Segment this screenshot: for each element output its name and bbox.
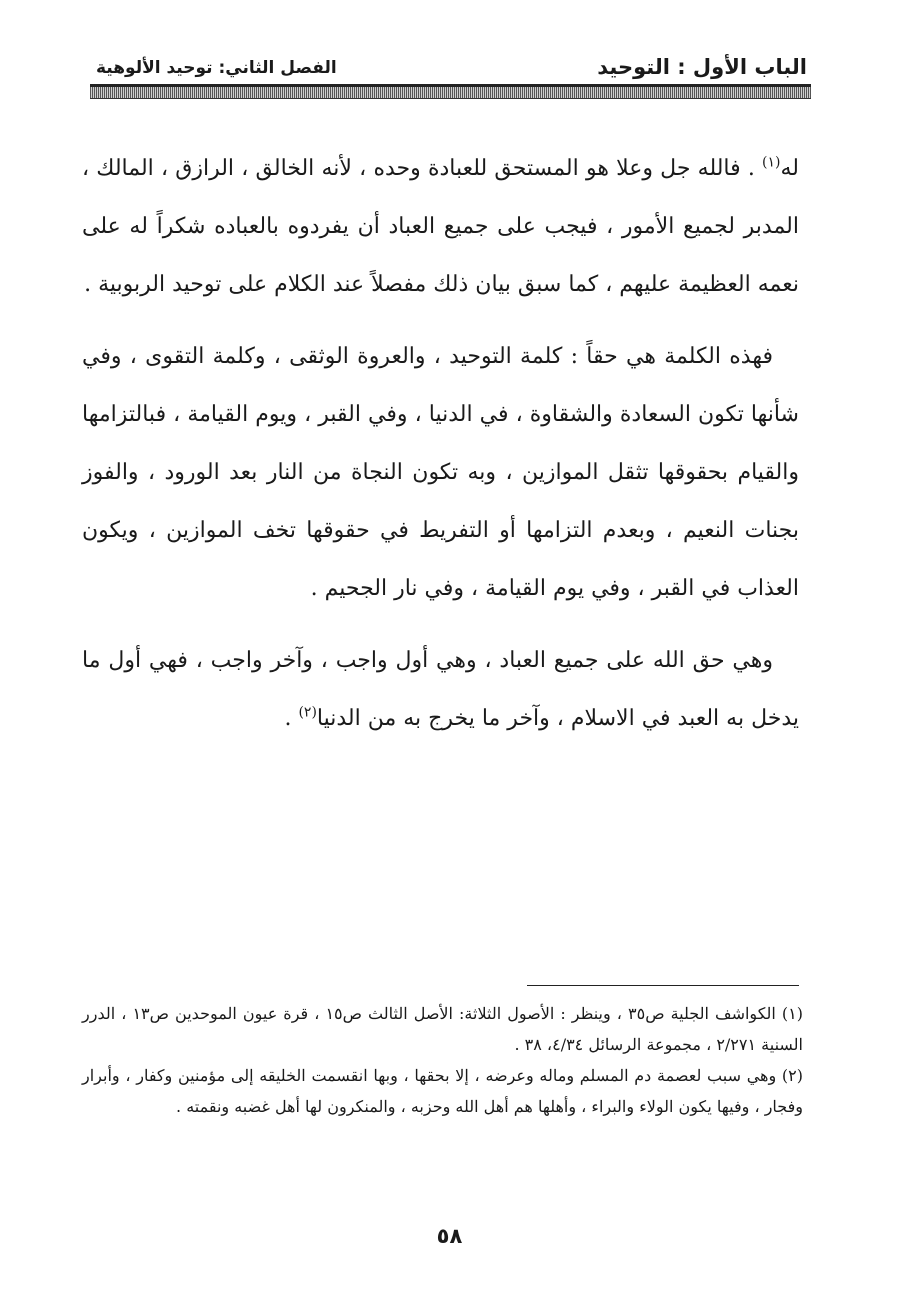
header-divider [90,84,811,99]
chapter-title: الباب الأول : التوحيد [597,55,807,79]
paragraph-2: فهذه الكلمة هي حقاً : كلمة التوحيد ، والعروة الوثقى ، وكلمة التقوى ، وفي شأنها تكون السعادة والشقاوة ، في الدنيا ، وفي القبر ، ويوم القيامة ، فبالتزامها والقيام بحقوقها تثقل الموازين ، وبه تكون النجاة من النار بعد الورود ، والفوز بجنات النعيم ، وبعدم التزامها أو التفريط في حقوقها تخف الموازين ، ويكون العذاب في القبر ، وفي يوم القيامة ، وفي نار الجحيم . [82,344,799,601]
paragraph-1-start: له [780,156,799,181]
main-text [82,140,799,762]
footnote-ref-1: (١) [762,154,781,171]
footnote-2: (٢) وهي سبب لعصمة دم المسلم وماله وعرضه ، إلا بحقها ، وبها انقسمت الخليقه إلى مؤمنين وكفار ، وأبرار وفجار ، وفيها يكون الولاء والبراء ، وأهلها هم أهل الله وحزبه ، والمنكرون لها أهل غضبه ونقمته . [82,1066,803,1116]
paragraph-3-text: وهي حق الله على جميع العباد ، وهي أول واجب ، وآخر واجب ، فهي أول ما يدخل به العبد في الاسلام ، وآخر ما يخرج به من الدنيا [82,648,799,731]
paragraph-3 [82,632,799,748]
paragraph-3-end: . [284,706,299,731]
running-header [96,40,807,80]
paragraph-1-rest: . فالله جل وعلا هو المستحق للعبادة وحده ، لأنه الخالق ، الرازق ، المالك ، المدبر لجميع الأمور ، فيجب على جميع العباد أن يفردوه بالعباده شكراً له على نعمه العظيمة عليهم ، كما سبق بيان ذلك مفصلاً عند الكلام على توحيد الربوبية . [82,156,799,297]
footnote-divider [527,985,799,986]
section-title: الفصل الثاني: توحيد الألوهية [96,58,337,78]
footnote-ref-2: (٢) [298,704,317,721]
paragraph-1 [82,140,799,314]
footnotes [82,998,803,1122]
page-number: ٥٨ [436,1224,463,1248]
footnote-1: (١) الكواشف الجلية ص٣٥ ، وينظر : الأصول الثلاثة: الأصل الثالث ص١٥ ، قرة عيون الموحدين ص١٣ ، الدرر السنية ٢/٢٧١ ، مجموعة الرسائل ٤/٣٤، ٣٨ . [82,1004,803,1054]
